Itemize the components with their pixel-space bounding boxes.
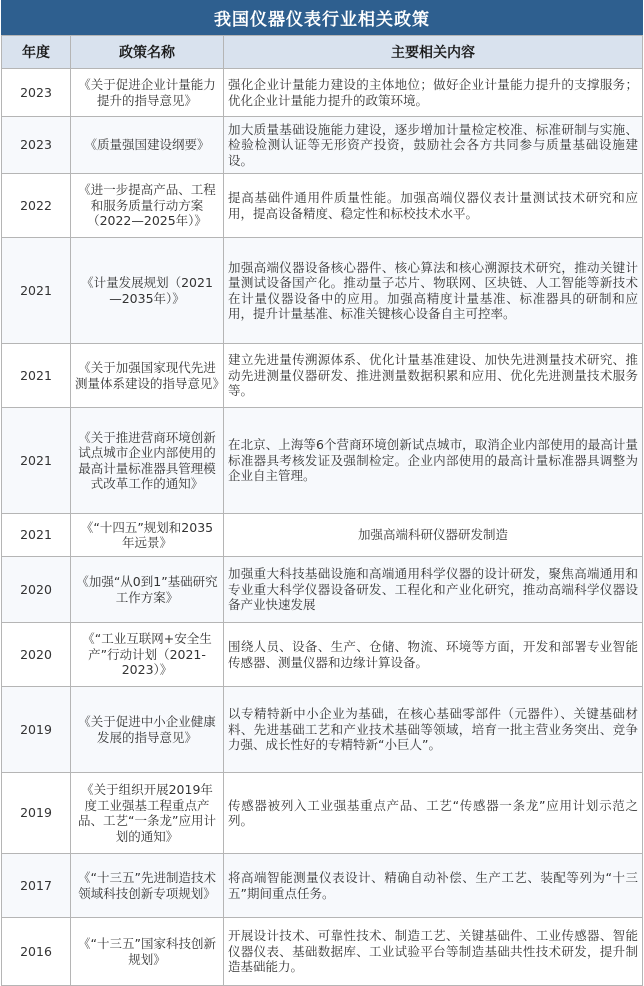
policy-name-cell: 《计量发展规划（2021—2035年）》 xyxy=(71,238,224,344)
year-cell: 2016 xyxy=(2,918,71,986)
policy-name-cell: 《进一步提高产品、工程和服务质量行动方案（2022—2025年）》 xyxy=(71,174,224,238)
year-cell: 2022 xyxy=(2,174,71,238)
policy-name-cell: 《加强“从0到1”基础研究工作方案》 xyxy=(71,557,224,623)
table-row xyxy=(2,773,643,854)
policy-name-cell: 《关于推进营商环境创新试点城市企业内部使用的最高计量标准器具管理模式改革工作的通知》 xyxy=(71,408,224,514)
table-row xyxy=(2,174,643,238)
content-cell: 强化企业计量能力建设的主体地位；做好企业计量能力提升的支撑服务；优化企业计量能力提升的政策环境。 xyxy=(224,69,643,117)
content-cell: 围绕人员、设备、生产、仓储、物流、环境等方面，开发和部署专业智能传感器、测量仪器和边缘计算设备。 xyxy=(224,623,643,687)
year-cell: 2019 xyxy=(2,687,71,773)
year-cell: 2021 xyxy=(2,238,71,344)
content-cell: 将高端智能测量仪表设计、精确自动补偿、生产工艺、装配等列为“十三五”期间重点任务。 xyxy=(224,854,643,918)
table-row xyxy=(2,854,643,918)
policy-name-cell: 《“十三五”国家科技创新规划》 xyxy=(71,918,224,986)
table-row xyxy=(2,408,643,514)
table-row xyxy=(2,687,643,773)
year-cell: 2020 xyxy=(2,623,71,687)
year-cell: 2021 xyxy=(2,344,71,408)
table-row xyxy=(2,557,643,623)
policy-name-cell: 《关于组织开展2019年度工业强基工程重点产品、工艺“一条龙”应用计划的通知》 xyxy=(71,773,224,854)
header-row xyxy=(2,36,643,69)
policy-name-cell: 《关于促进中小企业健康发展的指导意见》 xyxy=(71,687,224,773)
policy-name-cell: 《质量强国建设纲要》 xyxy=(71,117,224,174)
table-row xyxy=(2,918,643,986)
year-cell: 2019 xyxy=(2,773,71,854)
table-row xyxy=(2,69,643,117)
header-year: 年度 xyxy=(2,36,71,69)
table-row xyxy=(2,117,643,174)
header-content: 主要相关内容 xyxy=(224,36,643,69)
policy-table-container xyxy=(1,0,643,986)
content-cell: 在北京、上海等6个营商环境创新试点城市，取消企业内部使用的最高计量标准器具考核发证及强制检定。企业内部使用的最高计量标准器具调整为企业自主管理。 xyxy=(224,408,643,514)
year-cell: 2020 xyxy=(2,557,71,623)
content-cell: 加强高端仪器设备核心器件、核心算法和核心溯源技术研究，推动关键计量测试设备国产化。推动量子芯片、物联网、区块链、人工智能等新技术在计量仪器设备中的应用。加强高精度计量基准、标准器具的研制和应用，提升计量基准、标准关键核心设备自主可控率。 xyxy=(224,238,643,344)
content-cell: 建立先进量传溯源体系、优化计量基准建设、加快先进测量技术研究、推动先进测量仪器研发、推进测量数据积累和应用、优化先进测量技术服务等。 xyxy=(224,344,643,408)
policy-name-cell: 《“工业互联网+安全生产”行动计划（2021-2023）》 xyxy=(71,623,224,687)
content-cell: 以专精特新中小企业为基础，在核心基础零部件（元器件）、关键基础材料、先进基础工艺和产业技术基础等领域，培育一批主营业务突出、竞争力强、成长性好的专精特新“小巨人”。 xyxy=(224,687,643,773)
year-cell: 2023 xyxy=(2,69,71,117)
policy-name-cell: 《关于促进企业计量能力提升的指导意见》 xyxy=(71,69,224,117)
header-policy-name: 政策名称 xyxy=(71,36,224,69)
content-cell: 加大质量基础设施能力建设，逐步增加计量检定校准、标准研制与实施、检验检测认证等无形资产投资，鼓励社会各方共同参与质量基础设施建设。 xyxy=(224,117,643,174)
year-cell: 2017 xyxy=(2,854,71,918)
policy-name-cell: 《“十三五”先进制造技术领域科技创新专项规划》 xyxy=(71,854,224,918)
year-cell: 2023 xyxy=(2,117,71,174)
policy-name-cell: 《关于加强国家现代先进测量体系建设的指导意见》 xyxy=(71,344,224,408)
table-row xyxy=(2,344,643,408)
year-cell: 2021 xyxy=(2,408,71,514)
content-cell: 加强重大科技基础设施和高端通用科学仪器的设计研发，聚焦高端通用和专业重大科学仪器设备研发、工程化和产业化研究，推动高端科学仪器设备产业快速发展 xyxy=(224,557,643,623)
table-row xyxy=(2,514,643,557)
policy-name-cell: 《“十四五”规划和2035年远景》 xyxy=(71,514,224,557)
table-row xyxy=(2,623,643,687)
content-cell: 传感器被列入工业强基重点产品、工艺“传感器一条龙”应用计划示范之列。 xyxy=(224,773,643,854)
content-cell: 提高基础件通用件质量性能。加强高端仪器仪表计量测试技术研究和应用，提高设备精度、稳定性和标校技术水平。 xyxy=(224,174,643,238)
table-row xyxy=(2,238,643,344)
content-cell: 开展设计技术、可靠性技术、制造工艺、关键基础件、工业传感器、智能仪器仪表、基础数据库、工业试验平台等制造基础共性技术研发，提升制造基础能力。 xyxy=(224,918,643,986)
year-cell: 2021 xyxy=(2,514,71,557)
content-cell: 加强高端科研仪器研发制造 xyxy=(224,514,643,557)
table-title: 我国仪器仪表行业相关政策 xyxy=(1,0,643,35)
policy-table xyxy=(1,35,643,986)
